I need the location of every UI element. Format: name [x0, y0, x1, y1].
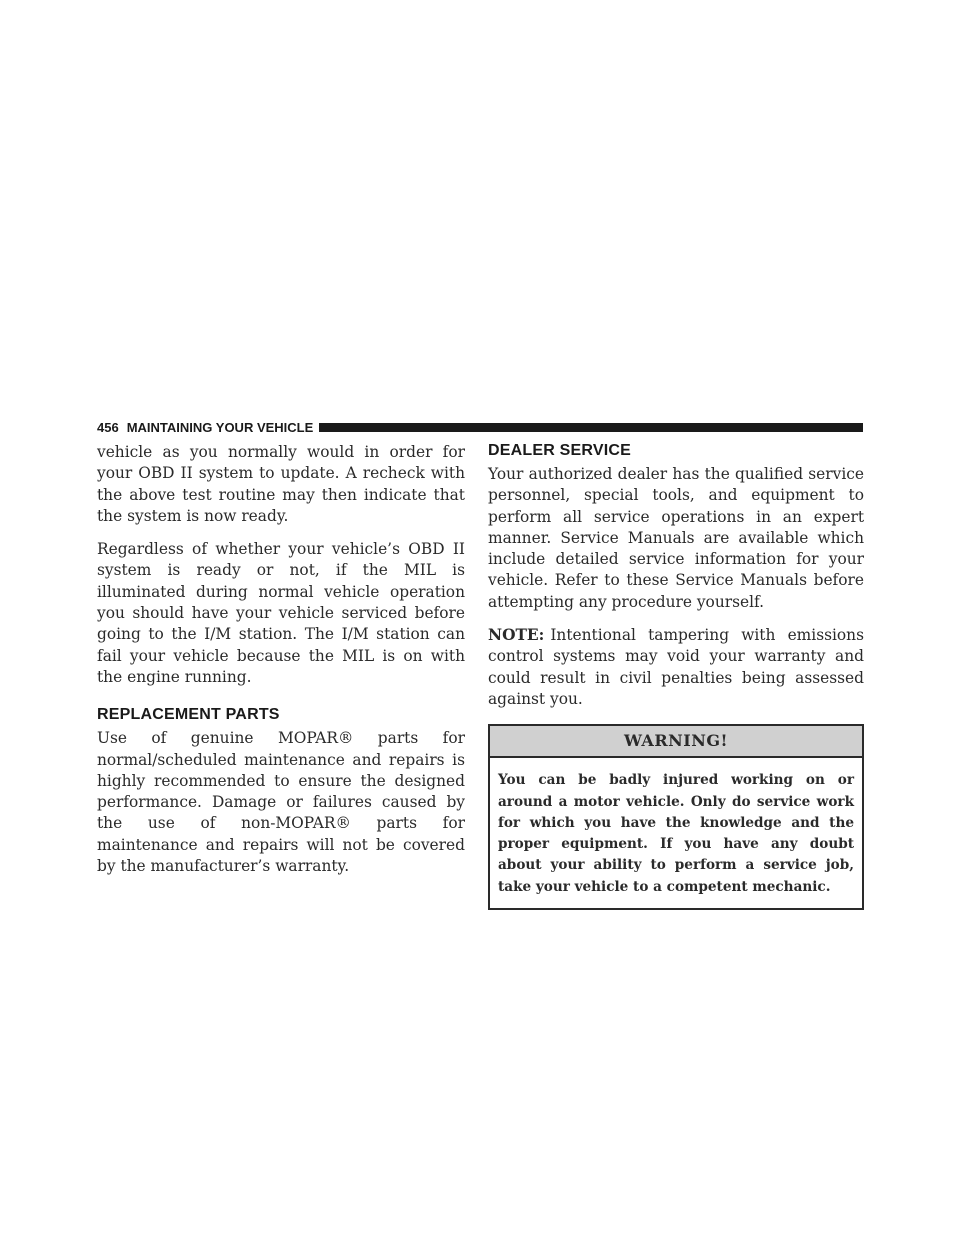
page-number: 456: [97, 419, 119, 435]
warning-box: [488, 724, 864, 910]
warning-title: WARNING!: [490, 726, 862, 758]
header-rule: [319, 423, 863, 432]
page-header: [97, 418, 863, 436]
paragraph-mopar-parts: Use of genuine MOPAR® parts for normal/scheduled maintenance and repairs is highly recommended to ensure the designed performance. Damage or failures caused by the use of non-MOPAR® parts for maintenance and repairs will not be covered by the manufacturer’s warranty.: [97, 729, 465, 876]
right-column: [488, 442, 864, 910]
warning-text: You can be badly injured working on or around a motor vehicle. Only do service work for which you have the knowledge and the proper equipment. If you have any doubt about your ability to perform a service job, take your vehicle to a competent mechanic.: [498, 772, 854, 895]
paragraph-mil-warning: Regardless of whether your vehicle’s OBD II system is ready or not, if the MIL is illuminated during normal vehicle operation you should have your vehicle serviced before going to the I/M station. The I/M station can fail your vehicle because the MIL is on with the engine running.: [97, 540, 465, 686]
heading-dealer-service: DEALER SERVICE: [488, 442, 631, 459]
paragraph-obd-update: vehicle as you normally would in order for your OBD II system to update. A recheck with the above test routine may then indicate that the system is now ready.: [97, 443, 465, 525]
paragraph-dealer-service: Your authorized dealer has the qualified service personnel, special tools, and equipment to perform all service operations in an expert manner. Service Manuals are available which include detailed service information for your vehicle. Refer to these Service Manuals before attempting any procedure yourself.: [488, 465, 864, 611]
note-paragraph: [488, 625, 864, 710]
heading-replacement-parts: REPLACEMENT PARTS: [97, 706, 280, 724]
section-title: MAINTAINING YOUR VEHICLE: [126, 419, 314, 435]
note-text: Intentional tampering with emissions control systems may void your warranty and could result in civil penalties being assessed against you.: [488, 626, 864, 708]
note-label: NOTE:: [488, 626, 545, 645]
left-column: [97, 442, 465, 889]
